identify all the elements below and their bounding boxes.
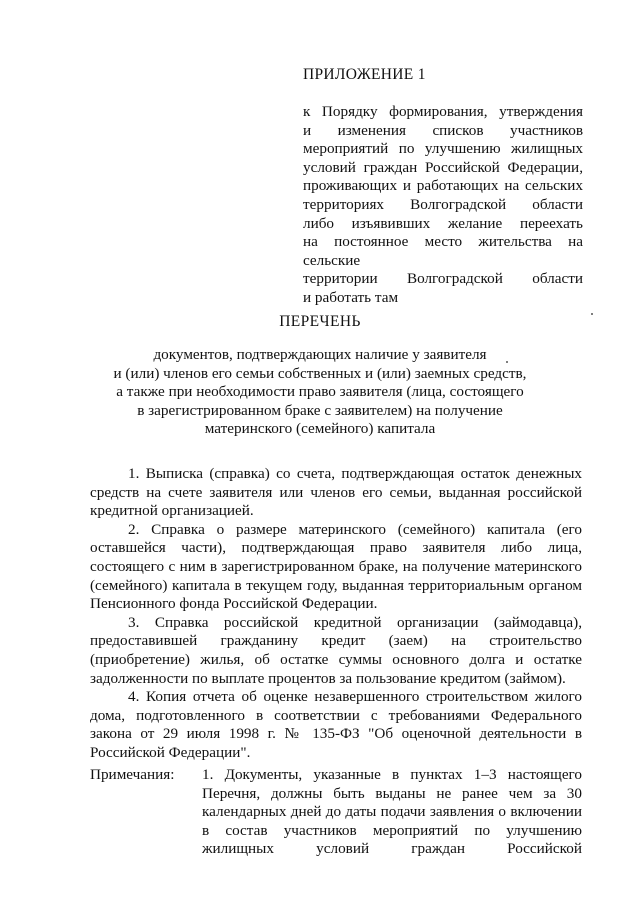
list-subtitle-line: и (или) членов его семьи собственных и (или) заемных средств,: [113, 364, 527, 382]
appendix-subtitle-line: мероприятий по улучшению жилищных: [303, 140, 583, 158]
list-item: 3. Справка российской кредитной организации (займодавца), предоставившей гражданину кредит (заем) на строительство (приобретение) жилья, об остатке суммы основного долга и остатке задолженности по выплате процентов за пользование кредитом (займом).: [90, 613, 582, 687]
list-subtitle-line: а также при необходимости право заявителя (лица, состоящего: [116, 383, 524, 401]
list-subtitle-line: материнского (семейного) капитала: [204, 420, 436, 438]
appendix-subtitle-line: проживающих и работающих на сельских: [303, 177, 583, 195]
scan-speck: [506, 361, 508, 363]
list-subtitle-line: в зарегистрированном браке с заявителем) на получение: [137, 401, 503, 419]
notes-text: 1. Документы, указанные в пунктах 1–3 настоящего Перечня, должны быть выданы не ранее чем за 30 календарных дней до даты подачи заявления о включении в состав участников мероприятий по улучшению жилищных условий граждан Российской: [202, 766, 582, 858]
list-item: 1. Выписка (справка) со счета, подтверждающая остаток денежных средств на счете заявителя или членов его семьи, выданная российской кредитной организацией.: [90, 465, 582, 520]
appendix-subtitle: [303, 103, 583, 308]
document-list: [90, 465, 582, 763]
appendix-subtitle-line: и изменения списков участников: [303, 121, 583, 139]
scan-speck: [591, 313, 593, 315]
notes-label: Примечания:: [90, 766, 175, 783]
list-item: 4. Копия отчета об оценке незавершенного строительством жилого дома, подготовленного в соответствии с требованиями Федерального закона от 29 июля 1998 г. № 135-ФЗ "Об оценочной деятельности в Российской Федерации".: [90, 688, 582, 761]
appendix-title: ПРИЛОЖЕНИЕ 1: [303, 66, 426, 83]
appendix-subtitle-line: территориях Волгоградской области: [303, 195, 583, 213]
appendix-subtitle-line: условий граждан Российской Федерации,: [303, 158, 583, 176]
list-subtitle-line: документов, подтверждающих наличие у заявителя: [153, 346, 487, 363]
list-subtitle: [80, 346, 560, 439]
list-item: 2. Справка о размере материнского (семейного) капитала (его оставшейся части), подтверждающая право заявителя либо лица, состоящего с ним в зарегистрированном браке, на получение материнского (семейного) капитала в текущем году, выданная территориальным органом Пенсионного фонда Российской Федерации.: [90, 520, 582, 613]
appendix-subtitle-line: на постоянное место жительства на сельские: [303, 233, 583, 269]
appendix-subtitle-line: либо изъявивших желание переехать: [303, 214, 583, 232]
appendix-subtitle-line: и работать там: [303, 288, 399, 306]
list-title: ПЕРЕЧЕНЬ: [279, 313, 361, 330]
appendix-subtitle-line: к Порядку формирования, утверждения: [303, 103, 583, 120]
appendix-subtitle-line: территории Волгоградской области: [303, 270, 583, 288]
